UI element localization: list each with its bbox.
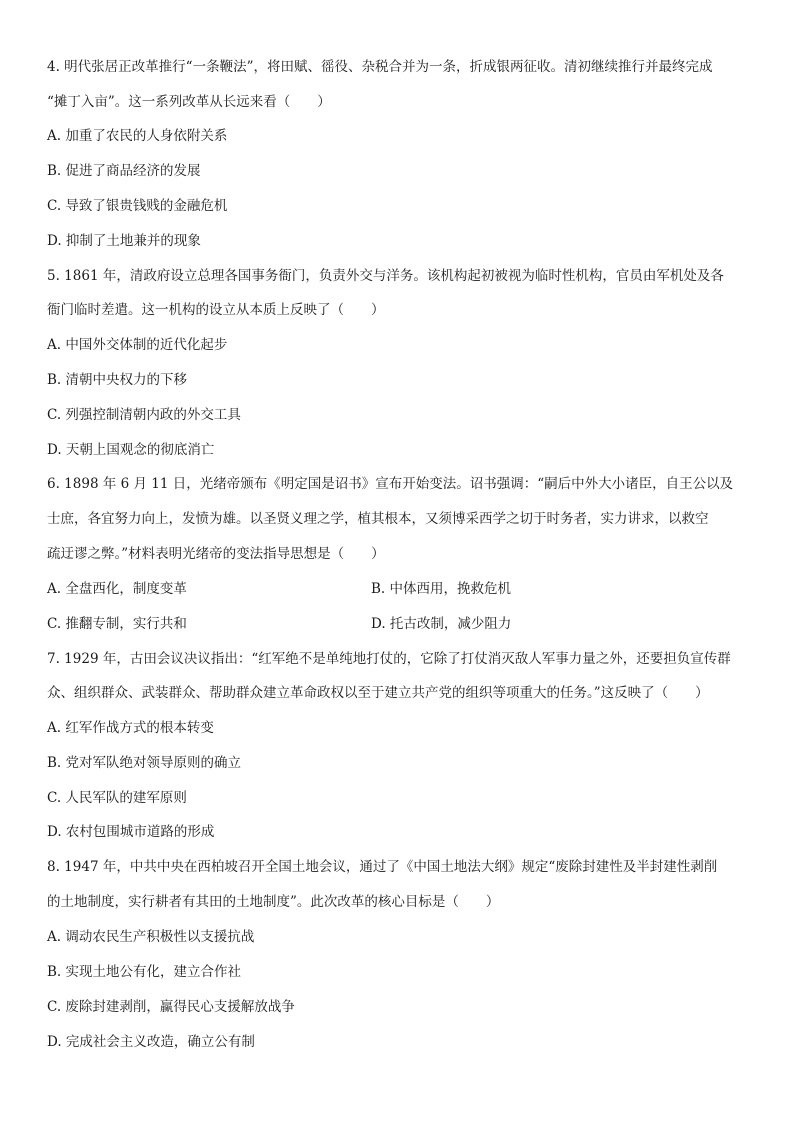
question-6-stem-line-2: 士庶，各宜努力向上，发愤为雄。以圣贤义理之学，植其根本，又须博采西学之切于时务者，实力讲求，以救空 [47,511,709,527]
question-5-stem-line-1: 5. 1861 年，清政府设立总理各国事务衙门，负责外交与洋务。该机构起初被视为临时性机构，官员由军机处及各 [47,268,724,284]
question-8-stem-line-2: 的土地制度，实行耕者有其田的土地制度”。此次改革的核心目标是（ ） [47,894,500,910]
question-7-option-a: A. 红军作战方式的根本转变 [47,720,214,736]
question-6-stem-line-3: 疏迂谬之弊。”材料表明光绪帝的变法指导思想是（ ） [47,546,385,562]
question-8-option-b: B. 实现土地公有化，建立合作社 [47,964,242,980]
question-6-option-b: B. 中体西用，挽救危机 [371,581,512,597]
question-8-option-a: A. 调动农民生产积极性以支援抗战 [47,929,255,945]
question-8-option-d: D. 完成社会主义改造，确立公有制 [47,1034,255,1050]
question-8-stem-line-1: 8. 1947 年，中共中央在西柏坡召开全国土地会议，通过了《中国土地法大纲》规定“废除封建性及半封建性剥削 [47,859,718,875]
question-7-option-d: D. 农村包围城市道路的形成 [47,824,215,840]
question-7-option-c: C. 人民军队的建军原则 [47,790,187,806]
question-5-option-a: A. 中国外交体制的近代化起步 [47,337,228,353]
question-5-stem-line-2: 衙门临时差遣。这一机构的设立从本质上反映了（ ） [47,302,385,318]
question-7-option-b: B. 党对军队绝对领导原则的确立 [47,755,242,771]
question-4-option-b: B. 促进了商品经济的发展 [47,163,201,179]
question-4-option-c: C. 导致了银贵钱贱的金融危机 [47,198,228,214]
question-5-option-d: D. 天朝上国观念的彻底消亡 [47,442,215,458]
question-6-stem-line-1: 6. 1898 年 6 月 11 日，光绪帝颁布《明定国是诏书》宣布开始变法。诏书强调：“嗣后中外大小诸臣，自王公以及 [47,476,734,492]
question-5-option-c: C. 列强控制清朝内政的外交工具 [47,407,241,423]
question-5-option-b: B. 清朝中央权力的下移 [47,372,188,388]
question-6-option-c: C. 推翻专制，实行共和 [47,616,187,632]
question-8-option-c: C. 废除封建剥削，赢得民心支援解放战争 [47,999,295,1015]
question-7-stem-line-1: 7. 1929 年，古田会议决议指出：“红军绝不是单纯地打仗的，它除了打仗消灭敌人军事力量之外，还要担负宣传群 [47,651,731,667]
question-4-stem-line-2: “摊丁入亩”。这一系列改革从长远来看（ ） [47,94,331,110]
question-4-stem-line-1: 4. 明代张居正改革推行“一条鞭法”，将田赋、徭役、杂税合并为一条，折成银两征收。清初继续推行并最终完成 [47,59,713,75]
question-4-option-d: D. 抑制了土地兼并的现象 [47,233,201,249]
question-6-option-d: D. 托古改制，减少阻力 [371,616,512,632]
question-6-option-a: A. 全盘西化，制度变革 [47,581,187,597]
question-7-stem-line-2: 众、组织群众、武装群众、帮助群众建立革命政权以至于建立共产党的组织等项重大的任务。”这反映了（ ） [47,685,709,701]
question-4-option-a: A. 加重了农民的人身依附关系 [47,128,228,144]
